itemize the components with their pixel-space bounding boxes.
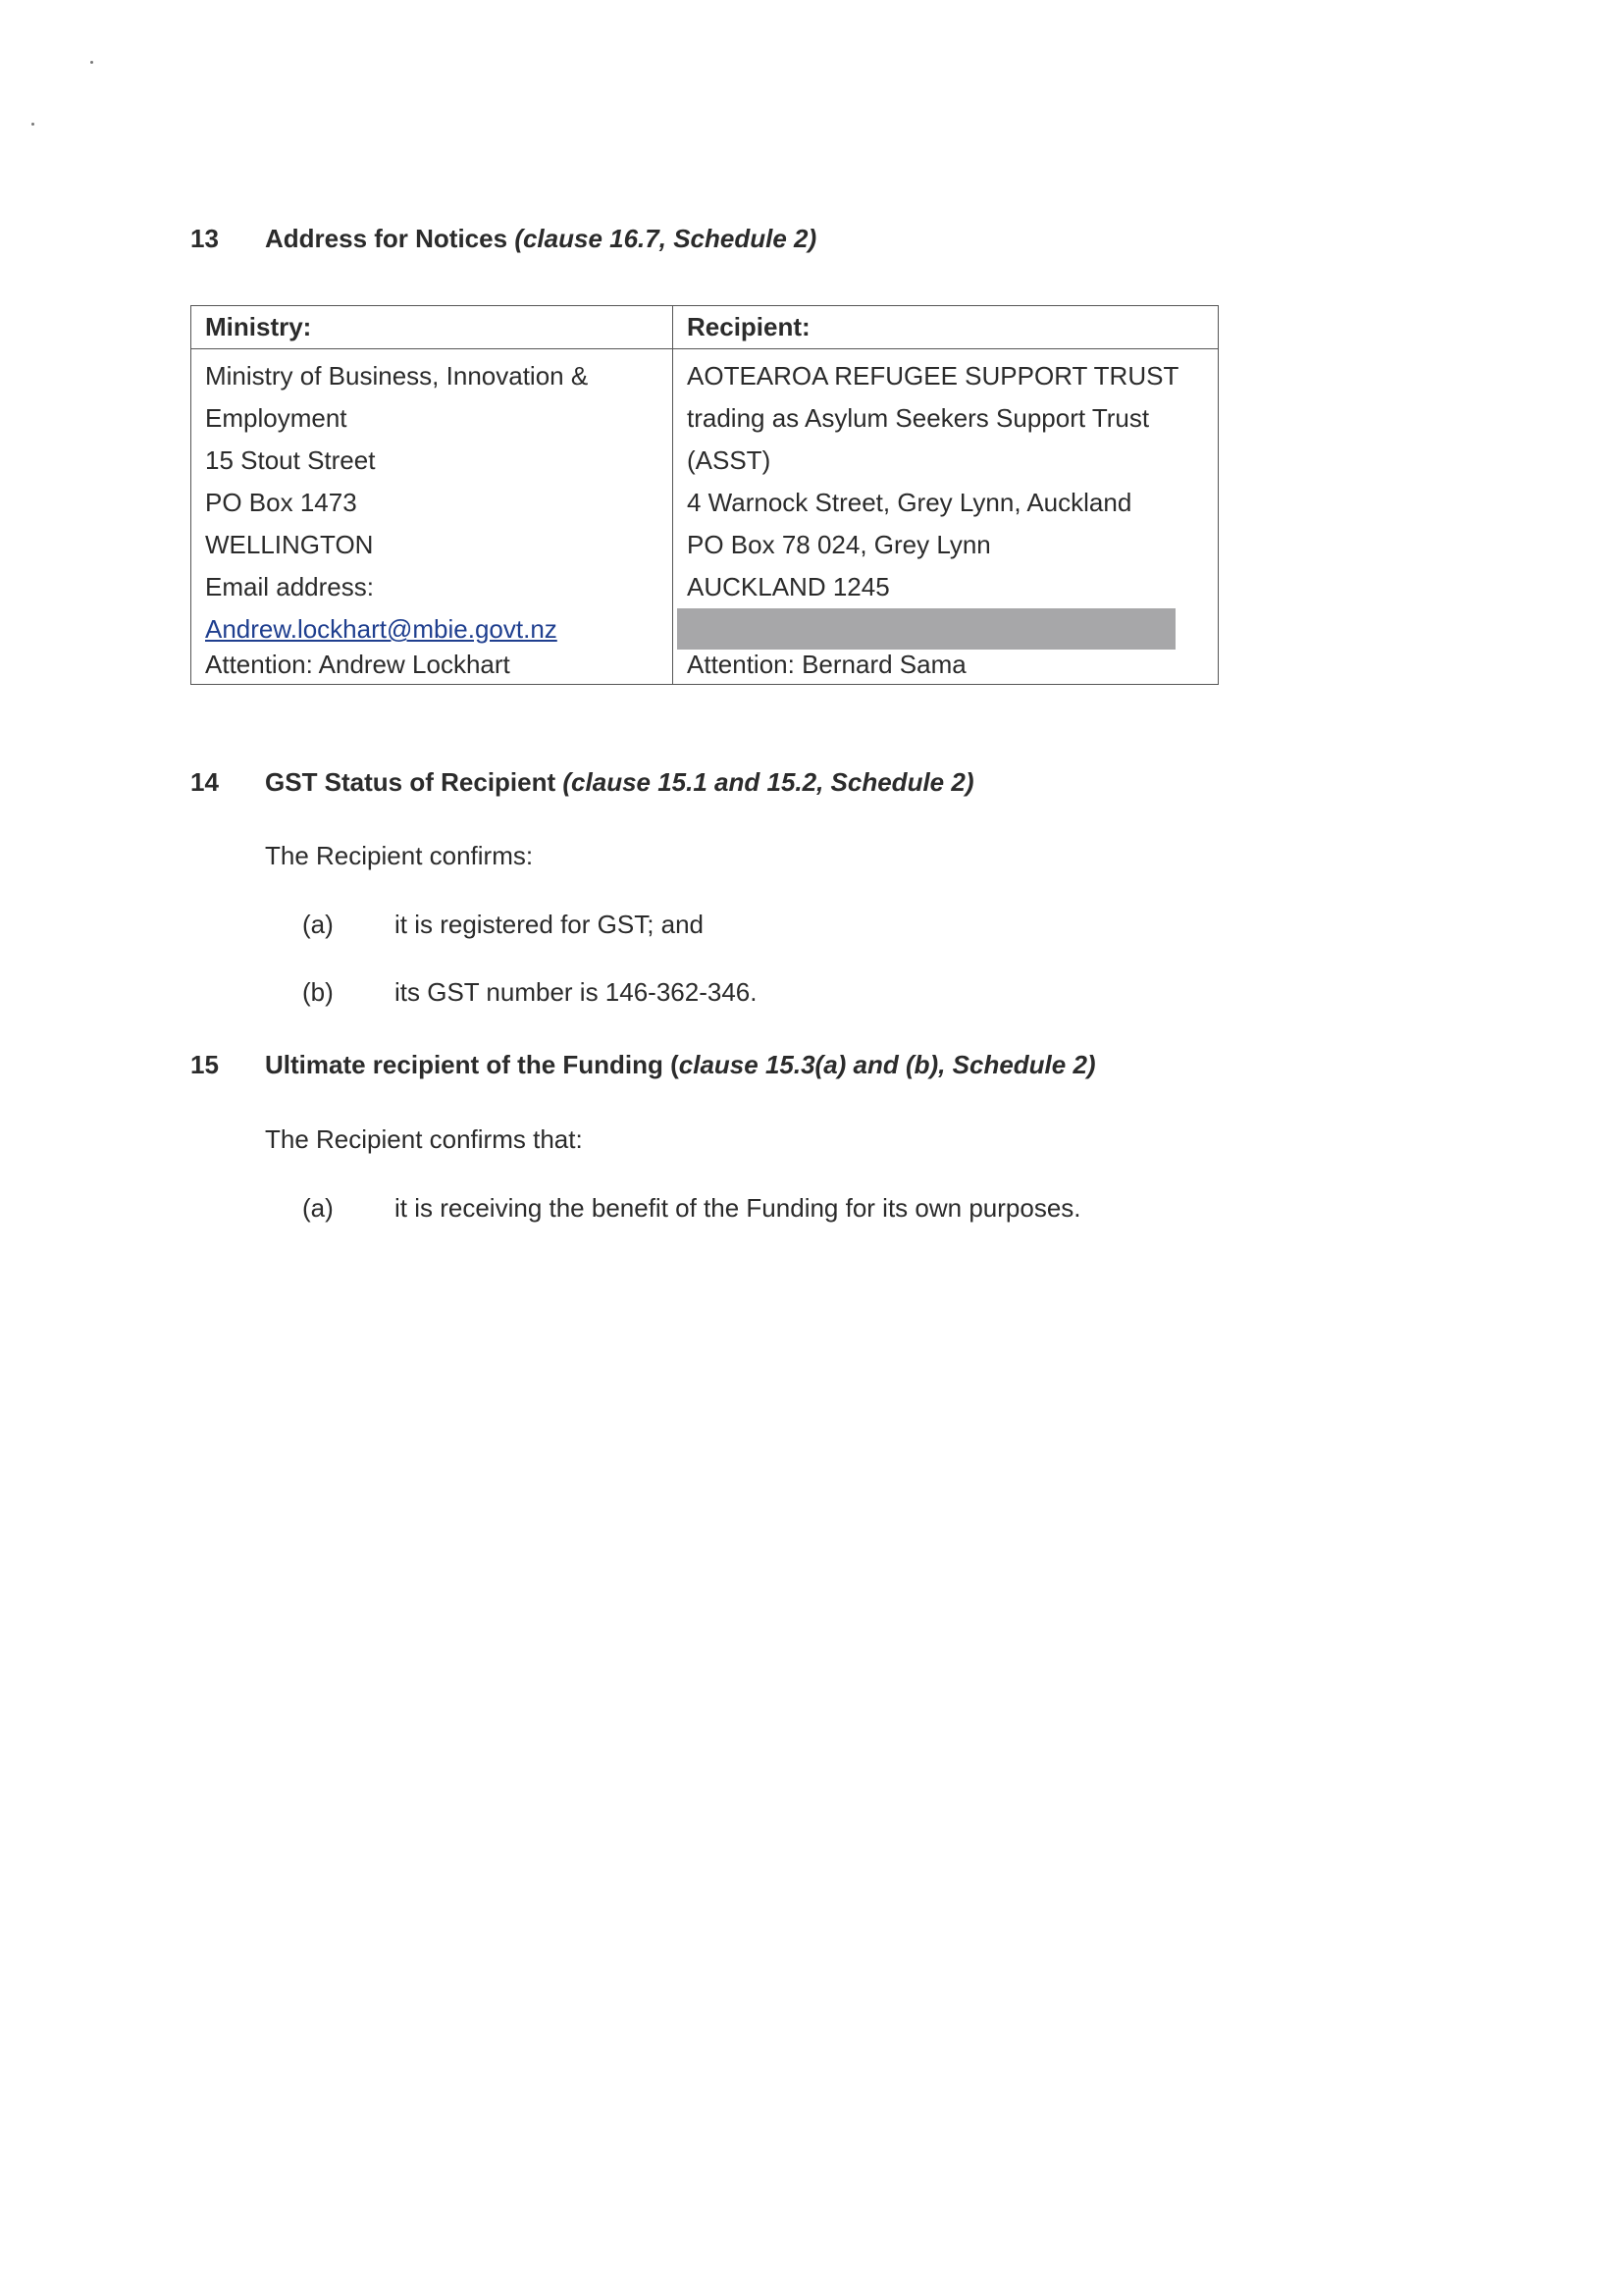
section-number: 15 <box>190 1050 219 1079</box>
ministry-line: Ministry of Business, Innovation & <box>205 361 589 391</box>
ministry-column <box>191 306 673 684</box>
section-title <box>265 224 816 254</box>
recipient-address <box>687 355 1212 608</box>
notices-table <box>190 305 1219 685</box>
item-label: (a) <box>302 910 334 939</box>
section-15-intro: The Recipient confirms that: <box>265 1124 583 1154</box>
recipient-column <box>673 306 1218 684</box>
ministry-line: PO Box 1473 <box>205 488 357 517</box>
recipient-line: AUCKLAND 1245 <box>687 572 890 601</box>
section-clause: clause 15.3(a) and (b), Schedule 2) <box>678 1050 1096 1079</box>
recipient-line: PO Box 78 024, Grey Lynn <box>687 530 991 559</box>
section-number: 13 <box>190 224 219 253</box>
recipient-line: AOTEAROA REFUGEE SUPPORT TRUST <box>687 361 1179 391</box>
recipient-attention: Attention: Bernard Sama <box>687 650 967 679</box>
scan-speck <box>90 61 93 64</box>
scan-speck <box>31 123 34 126</box>
item-text: it is registered for GST; and <box>394 910 705 939</box>
ministry-line: Employment <box>205 403 347 433</box>
section-title <box>265 767 973 798</box>
recipient-line: trading as Asylum Seekers Support Trust <box>687 403 1150 433</box>
ministry-address <box>205 355 666 651</box>
item-text: its GST number is 146-362-346. <box>394 977 758 1007</box>
section-14-intro: The Recipient confirms: <box>265 841 534 870</box>
ministry-attention: Attention: Andrew Lockhart <box>205 650 510 679</box>
section-number: 14 <box>190 767 219 797</box>
item-label: (b) <box>302 977 334 1007</box>
recipient-line: (ASST) <box>687 445 771 475</box>
section-title <box>265 1050 1096 1080</box>
section-clause: (clause 16.7, Schedule 2) <box>514 224 817 253</box>
recipient-heading: Recipient: <box>673 306 1218 349</box>
recipient-line: 4 Warnock Street, Grey Lynn, Auckland <box>687 488 1132 517</box>
item-text: it is receiving the benefit of the Funding for its own purposes. <box>394 1193 1081 1223</box>
ministry-line: WELLINGTON <box>205 530 374 559</box>
ministry-line: 15 Stout Street <box>205 445 376 475</box>
ministry-email-link[interactable]: Andrew.lockhart@mbie.govt.nz <box>205 614 557 644</box>
section-title-text: Ultimate recipient of the Funding ( <box>265 1050 679 1079</box>
ministry-line: Email address: <box>205 572 374 601</box>
item-label: (a) <box>302 1193 334 1223</box>
section-clause: (clause 15.1 and 15.2, Schedule 2) <box>562 767 974 797</box>
ministry-heading: Ministry: <box>191 306 672 349</box>
redaction-box <box>677 608 1176 650</box>
section-title-text: Address for Notices <box>265 224 508 253</box>
section-title-text: GST Status of Recipient <box>265 767 556 797</box>
